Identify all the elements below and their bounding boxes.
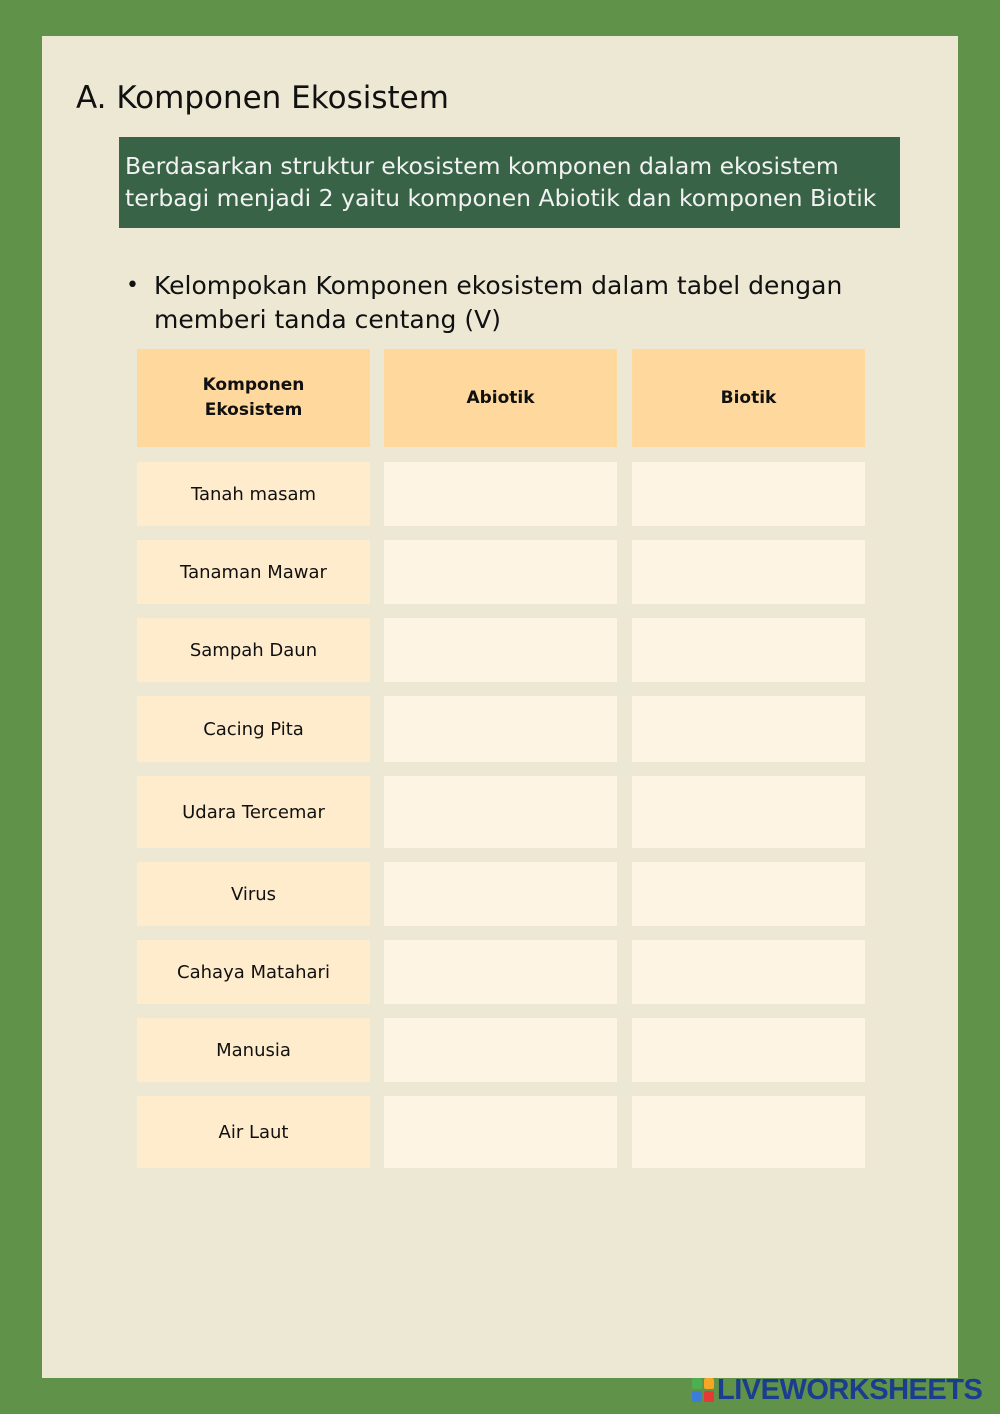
biotik-answer-cell[interactable]: [632, 940, 865, 1004]
abiotik-answer-cell[interactable]: [384, 696, 617, 762]
component-label: Tanaman Mawar: [137, 540, 370, 604]
biotik-answer-cell[interactable]: [632, 1018, 865, 1082]
biotik-answer-cell[interactable]: [632, 696, 865, 762]
header-komponen-label: Komponen Ekosistem: [202, 375, 305, 420]
header-komponen: [137, 349, 370, 447]
abiotik-answer-cell[interactable]: [384, 1018, 617, 1082]
abiotik-answer-cell[interactable]: [384, 776, 617, 848]
component-label: Virus: [137, 862, 370, 926]
logo-tile: [692, 1391, 702, 1402]
component-label: Sampah Daun: [137, 618, 370, 682]
header-abiotik: Abiotik: [384, 349, 617, 447]
logo-tile: [704, 1378, 714, 1389]
component-label: Tanah masam: [137, 462, 370, 526]
abiotik-answer-cell[interactable]: [384, 618, 617, 682]
abiotik-answer-cell[interactable]: [384, 862, 617, 926]
bullet-icon: •: [126, 273, 139, 298]
worksheet-page: [42, 36, 958, 1378]
biotik-answer-cell[interactable]: [632, 540, 865, 604]
component-label: Cahaya Matahari: [137, 940, 370, 1004]
component-label: Udara Tercemar: [137, 776, 370, 848]
abiotik-answer-cell[interactable]: [384, 940, 617, 1004]
component-label: Manusia: [137, 1018, 370, 1082]
abiotik-answer-cell[interactable]: [384, 462, 617, 526]
biotik-answer-cell[interactable]: [632, 462, 865, 526]
biotik-answer-cell[interactable]: [632, 862, 865, 926]
instruction: [126, 269, 886, 337]
logo-tile: [692, 1378, 702, 1389]
instruction-text: Kelompokan Komponen ekosistem dalam tabel dengan memberi tanda centang (V): [154, 271, 843, 334]
abiotik-answer-cell[interactable]: [384, 1096, 617, 1168]
liveworksheets-logo[interactable]: [692, 1375, 982, 1405]
biotik-answer-cell[interactable]: [632, 618, 865, 682]
section-title: A. Komponen Ekosistem: [76, 80, 449, 116]
logo-mark-icon: [692, 1378, 714, 1402]
component-label: Cacing Pita: [137, 696, 370, 762]
intro-box: Berdasarkan struktur ekosistem komponen dalam ekosistem terbagi menjadi 2 yaitu komponen Abiotik dan komponen Biotik: [119, 137, 900, 228]
biotik-answer-cell[interactable]: [632, 776, 865, 848]
component-label: Air Laut: [137, 1096, 370, 1168]
logo-tile: [704, 1391, 714, 1402]
logo-text: LIVEWORKSHEETS: [717, 1373, 983, 1406]
biotik-answer-cell[interactable]: [632, 1096, 865, 1168]
header-biotik: Biotik: [632, 349, 865, 447]
abiotik-answer-cell[interactable]: [384, 540, 617, 604]
